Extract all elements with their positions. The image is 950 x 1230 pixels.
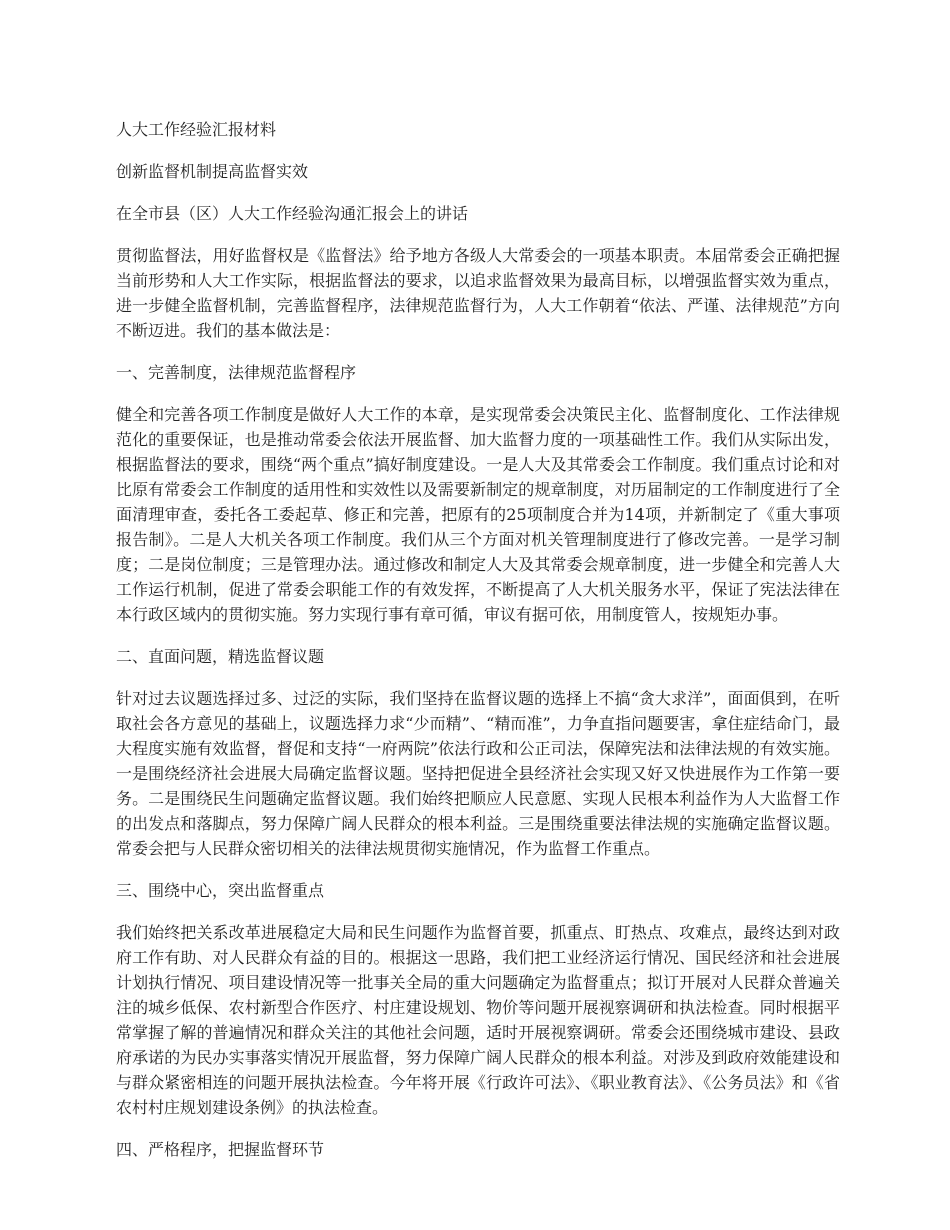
document-subtitle: 创新监督机制提高监督实效 [116, 162, 309, 181]
section-heading-3: 三、围绕中心，突出监督重点 [116, 881, 325, 900]
speech-occasion: 在全市县（区）人大工作经验沟通汇报会上的讲话 [116, 204, 469, 223]
intro-paragraph: 贯彻监督法，用好监督权是《监督法》给予地方各级人大常委会的一项基本职责。本届常委会正确把握当前形势和人大工作实际，根据监督法的要求，以追求监督效果为最高目标，以增强监督实效为重点，进一步健全监督机制，完善监督程序，法律规范监督行为，人大工作朝着“依法、严谨、法律规范”方向不断迈进。我们的基本做法是： [116, 246, 840, 340]
section-body-2: 针对过去议题选择过多、过泛的实际，我们坚持在监督议题的选择上不搞“贪大求洋”，面面俱到，在听取社会各方意见的基础上，议题选择力求“少而精”、“精而准”，力争直指问题要害，拿住症结命门，最大程度实施有效监督，督促和支持“一府两院”依法行政和公正司法，保障宪法和法律法规的有效实施。一是围绕经济社会进展大局确定监督议题。坚持把促进全县经济社会实现又好又快进展作为工作第一要务。二是围绕民生问题确定监督议题。我们始终把顺应人民意愿、实现人民根本利益作为人大监督工作的出发点和落脚点，努力保障广阔人民群众的根本利益。三是围绕重要法律法规的实施确定监督议题。常委会把与人民群众密切相关的法律法规贯彻实施情况，作为监督工作重点。 [116, 689, 840, 858]
document-page [116, 117, 840, 1179]
section-body-3: 我们始终把关系改革进展稳定大局和民生问题作为监督首要，抓重点、盯热点、攻难点，最终达到对政府工作有助、对人民群众有益的目的。根据这一思路，我们把工业经济运行情况、国民经济和社会进展计划执行情况、项目建设情况等一批事关全局的重大问题确定为监督重点；拟订开展对人民群众普遍关注的城乡低保、农村新型合作医疗、村庄建设规划、物价等问题开展视察调研和执法检查。同时根据平常掌握了解的普遍情况和群众关注的其他社会问题，适时开展视察调研。常委会还围绕城市建设、县政府承诺的为民办实事落实情况开展监督，努力保障广阔人民群众的根本利益。对涉及到政府效能建设和与群众紧密相连的问题开展执法检查。今年将开展《行政许可法》、《职业教育法》、《公务员法》和《省农村村庄规划建设条例》的执法检查。 [116, 923, 840, 1117]
document-title: 人大工作经验汇报材料 [116, 120, 277, 139]
section-body-1: 健全和完善各项工作制度是做好人大工作的本章，是实现常委会决策民主化、监督制度化、工作法律规范化的重要保证，也是推动常委会依法开展监督、加大监督力度的一项基础性工作。我们从实际出发，根据监督法的要求，围绕“两个重点”搞好制度建设。一是人大及其常委会工作制度。我们重点讨论和对比原有常委会工作制度的适用性和实效性以及需要新制定的规章制度，对历届制定的工作制度进行了全面清理审查，委托各工委起草、修正和完善，把原有的25项制度合并为14项，并新制定了《重大事项报告制》。二是人大机关各项工作制度。我们从三个方面对机关管理制度进行了修改完善。一是学习制度；二是岗位制度；三是管理办法。通过修改和制定人大及其常委会规章制度，进一步健全和完善人大工作运行机制，促进了常委会职能工作的有效发挥，不断提高了人大机关服务水平，保证了宪法法律在本行政区域内的贯彻实施。努力实现行事有章可循，审议有据可依，用制度管人，按规矩办事。 [116, 405, 840, 624]
section-heading-1: 一、完善制度，法律规范监督程序 [116, 363, 357, 382]
section-heading-2: 二、直面问题，精选监督议题 [116, 647, 325, 666]
section-heading-4: 四、严格程序，把握监督环节 [116, 1140, 325, 1159]
